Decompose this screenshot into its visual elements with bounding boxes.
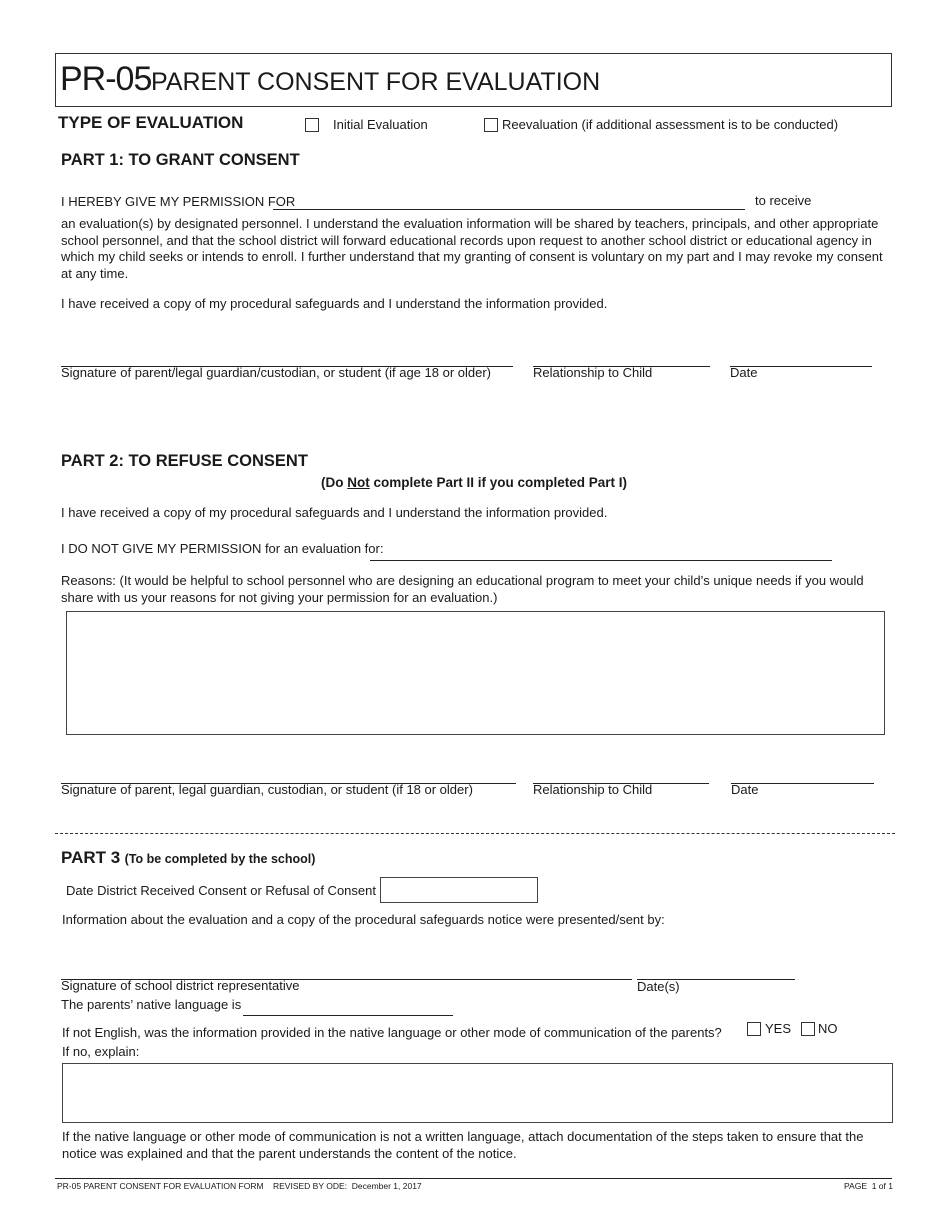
explain-textarea[interactable]	[62, 1063, 893, 1123]
rep-signature-label: Signature of school district representative	[61, 978, 300, 993]
closing-note: If the native language or other mode of communication is not a written language, attach documentation of the steps taken to ensure that the notice was explained and that the parent understands the content of the notice.	[62, 1129, 864, 1161]
part2-date-label: Date	[731, 782, 759, 797]
part1-signature-label: Signature of parent/legal guardian/custodian, or student (if age 18 or older)	[61, 365, 491, 380]
part1-paragraph: an evaluation(s) by designated personnel. I understand the evaluation information will be shared by teachers, principals, and other appropriate school personnel, and that the school district will forward educational records upon request to another school district or educational agency in which my child seeks or intends to enroll. I further understand that my granting of consent is voluntary on my part and I may revoke my consent at any time.	[61, 216, 883, 281]
part2-note-suffix: complete Part II if you completed Part I)	[369, 475, 628, 490]
date-received-input[interactable]	[380, 877, 538, 903]
part2-refuse-label: I DO NOT GIVE MY PERMISSION for an evaluation for:	[61, 541, 384, 556]
part2-safeguards: I have received a copy of my procedural safeguards and I understand the information provided.	[61, 505, 608, 520]
part2-reasons-label: Reasons: (It would be helpful to school personnel who are designing an educational program to meet your child’s unique needs if you would share with us your reasons for not giving your permission for an evaluation.)	[61, 573, 864, 605]
part1-date-label: Date	[730, 365, 758, 380]
part2-heading: PART 2: TO REFUSE CONSENT	[61, 452, 308, 470]
explain-label: If no, explain:	[62, 1044, 140, 1059]
footer-page: PAGE 1 of 1	[844, 1181, 893, 1191]
form-title: PARENT CONSENT FOR EVALUATION	[151, 68, 601, 96]
reevaluation-label: Reevaluation (if additional assessment is to be conducted)	[502, 117, 839, 132]
part2-signature-label: Signature of parent, legal guardian, custodian, or student (if 18 or older)	[61, 782, 473, 797]
part1-heading: PART 1: TO GRANT CONSENT	[61, 151, 300, 169]
part1-safeguards: I have received a copy of my procedural safeguards and I understand the information provided.	[61, 296, 608, 311]
part3-heading: PART 3	[61, 848, 121, 867]
part2-child-name-field[interactable]	[370, 560, 832, 561]
footer-left: PR-05 PARENT CONSENT FOR EVALUATION FORM REVISED BY ODE: December 1, 2017	[57, 1181, 422, 1191]
part2-relationship-label: Relationship to Child	[533, 782, 653, 797]
form-code: PR-05	[60, 60, 152, 98]
part2-note-prefix: (Do	[321, 475, 348, 490]
child-name-field[interactable]	[273, 209, 745, 210]
initial-evaluation-checkbox[interactable]	[305, 118, 319, 132]
part3-subheading: (To be completed by the school)	[124, 852, 316, 866]
native-language-label: The parents’ native language is	[61, 997, 242, 1012]
evaluation-type-heading: TYPE OF EVALUATION	[58, 113, 244, 132]
initial-evaluation-label: Initial Evaluation	[333, 117, 428, 132]
native-yes-label: YES	[765, 1021, 792, 1036]
rep-dates-label: Date(s)	[637, 979, 680, 994]
part1-relationship-label: Relationship to Child	[533, 365, 653, 380]
section-divider	[55, 833, 895, 834]
form-title-box	[55, 53, 892, 107]
native-language-field[interactable]	[243, 1015, 453, 1016]
reasons-textarea[interactable]	[66, 611, 885, 735]
date-received-label: Date District Received Consent or Refusal of Consent	[66, 883, 376, 898]
part3-heading-group	[61, 848, 315, 868]
native-no-label: NO	[818, 1021, 838, 1036]
part2-note-not: Not	[347, 475, 370, 490]
native-yes-checkbox[interactable]	[747, 1022, 761, 1036]
native-language-question: If not English, was the information provided in the native language or other mode of communication of the parents?	[62, 1025, 722, 1040]
part3-info-label: Information about the evaluation and a copy of the procedural safeguards notice were presented/sent by:	[62, 912, 665, 927]
part1-permission-suffix: to receive	[755, 193, 812, 208]
native-no-checkbox[interactable]	[801, 1022, 815, 1036]
part2-note	[321, 475, 627, 490]
reevaluation-checkbox[interactable]	[484, 118, 498, 132]
footer-rule	[55, 1178, 892, 1179]
part1-permission-prefix: I HEREBY GIVE MY PERMISSION FOR	[61, 194, 296, 209]
